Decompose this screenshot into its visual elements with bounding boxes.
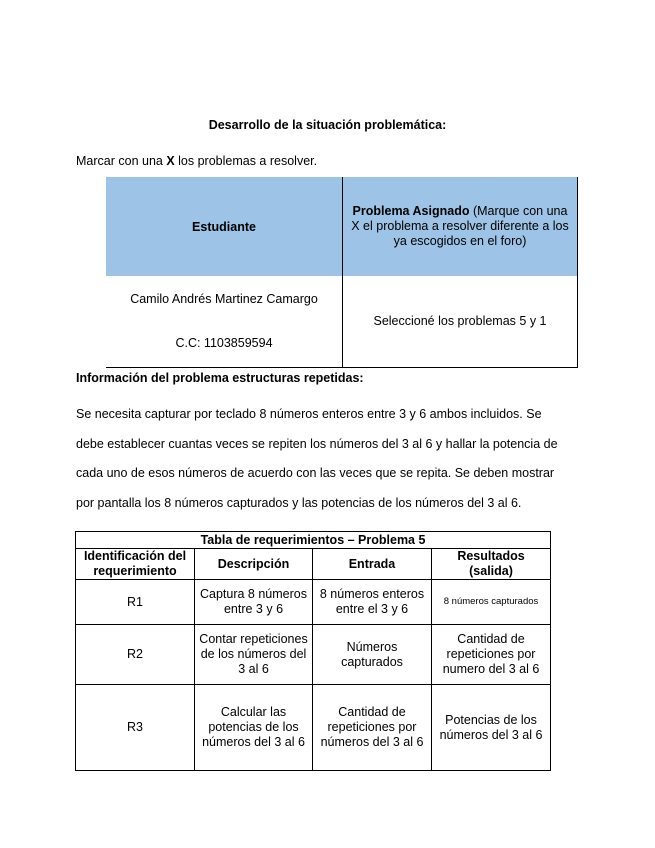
paragraph-line: Se necesita capturar por teclado 8 números enteros entre 3 y 6 ambos incluidos. Se (76, 407, 542, 421)
req-input: Cantidad de repeticiones por números del 3 al 6 (313, 685, 432, 771)
instruction-before: Marcar con una (76, 154, 167, 168)
col-header-output: Resultados (salida) (432, 549, 551, 580)
section-title: Desarrollo de la situación problemática: (208, 118, 447, 132)
instruction-after: los problemas a resolver. (174, 154, 318, 168)
req-description: Contar repeticiones de los números del 3 al 6 (195, 625, 313, 685)
paragraph-line: cada uno de esos números de acuerdo con las veces que se repita. Se deben mostrar (76, 466, 555, 480)
paragraph-line: por pantalla los 8 números capturados y las potencias de los números del 3 al 6. (76, 495, 522, 510)
header-problem (342, 177, 578, 276)
col-header-input: Entrada (313, 549, 432, 580)
student-id: C.C: 1103859594 (175, 336, 273, 350)
req-output: Cantidad de repeticiones por numero del 3 al 6 (432, 625, 551, 685)
req-input: 8 números enteros entre el 3 y 6 (313, 580, 432, 625)
student-name: Camilo Andrés Martinez Camargo (130, 292, 318, 306)
paragraph-line: debe establecer cuantas veces se repiten los números del 3 al 6 y hallar la potencia de (76, 436, 558, 451)
instruction-text (76, 154, 317, 168)
req-description: Captura 8 números entre 3 y 6 (195, 580, 313, 625)
req-output: Potencias de los números del 3 al 6 (432, 685, 551, 771)
selected-problems: Seleccioné los problemas 5 y 1 (373, 314, 547, 328)
requirements-table (75, 531, 551, 771)
table-row (76, 580, 551, 625)
table-header-row (76, 549, 551, 580)
instruction-mark: X (166, 154, 175, 168)
col-header-description: Descripción (195, 549, 313, 580)
req-id: R1 (76, 580, 195, 625)
col-header-id: Identificación del requerimiento (76, 549, 195, 580)
header-student: Estudiante (106, 177, 342, 276)
req-output: 8 números capturados (432, 580, 551, 625)
table-row (76, 625, 551, 685)
req-input: Números capturados (313, 625, 432, 685)
bottom-border (106, 367, 578, 368)
header-problem-bold: Problema Asignado (352, 204, 470, 218)
assignment-table (106, 177, 578, 368)
header-problem-rest: (Marque con una X el problema a resolver diferente a los ya escogidos en el foro) (351, 204, 569, 248)
right-border (577, 177, 578, 368)
table-row (76, 685, 551, 771)
info-heading: Información del problema estructuras repetidas: (76, 371, 364, 385)
req-id: R3 (76, 685, 195, 771)
column-divider (342, 177, 343, 368)
req-description: Calcular las potencias de los números del 3 al 6 (195, 685, 313, 771)
table-caption: Tabla de requerimientos – Problema 5 (76, 532, 551, 549)
req-id: R2 (76, 625, 195, 685)
problem-description (76, 400, 581, 518)
